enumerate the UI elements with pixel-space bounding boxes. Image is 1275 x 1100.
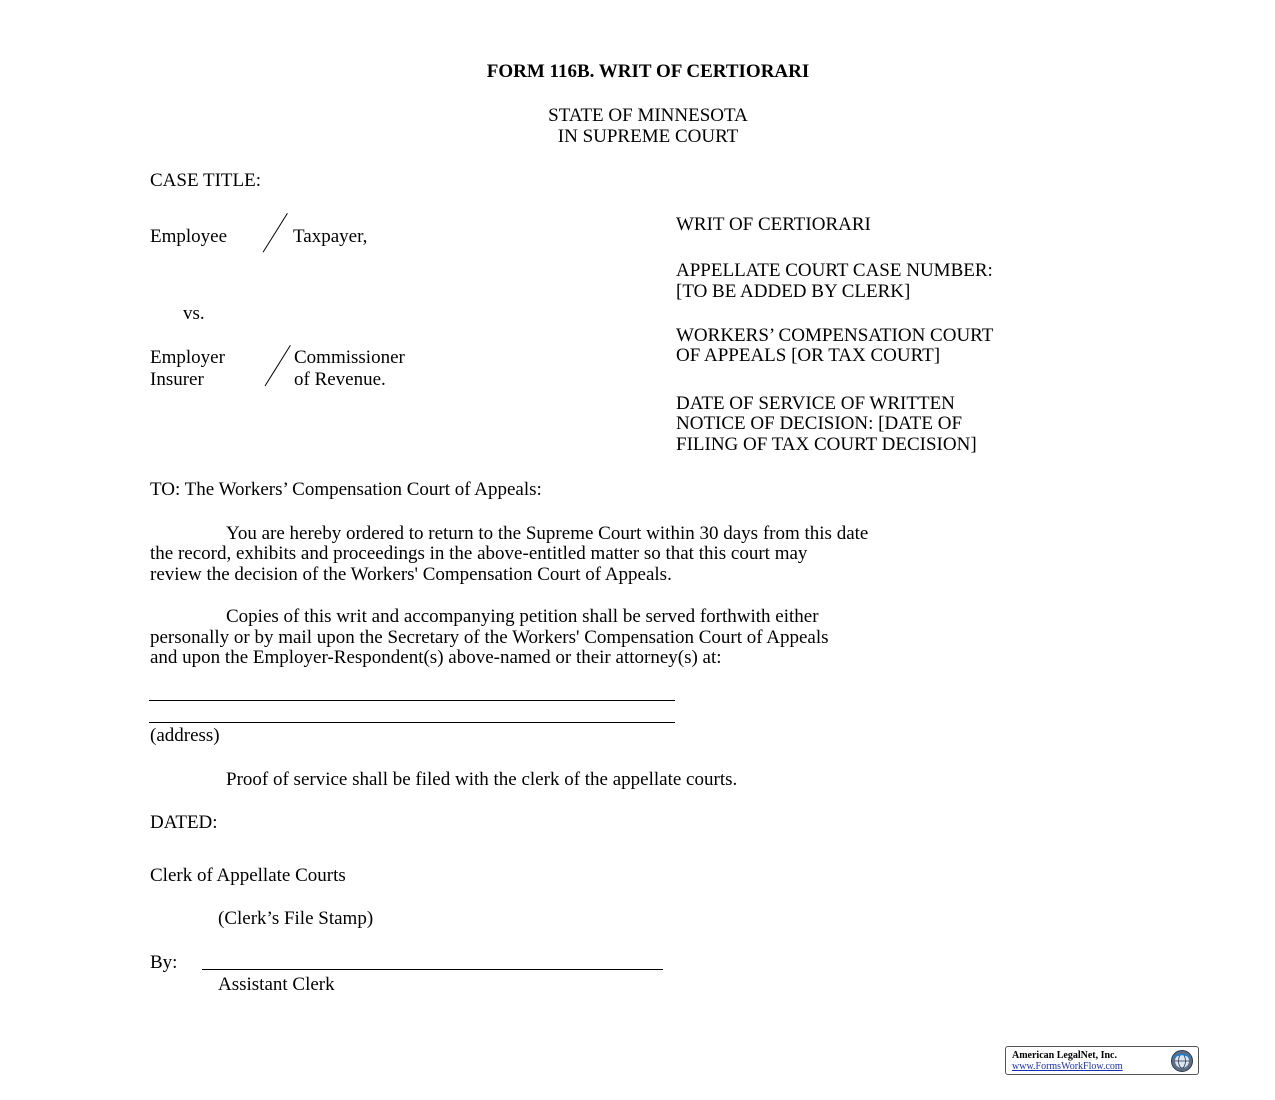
party-of-revenue: of Revenue. [294,369,386,390]
paragraph-2-line-3: and upon the Employer-Respondent(s) above-named or their attorney(s) at: [150,647,722,668]
case-title-label: CASE TITLE: [150,170,262,191]
logo-company-name: American LegalNet, Inc. [1012,1050,1117,1061]
by-label: By: [150,952,178,973]
signature-line [202,969,663,970]
file-stamp-label: (Clerk’s File Stamp) [218,908,374,929]
to-line: TO: The Workers’ Compensation Court of Appeals: [150,479,542,500]
paragraph-1-line-2: the record, exhibits and proceedings in the above-entitled matter so that this court may [150,543,808,564]
versus-label: vs. [183,303,205,324]
writ-label: WRIT OF CERTIORARI [676,214,871,235]
address-label: (address) [150,725,220,746]
paragraph-2-line-1: Copies of this writ and accompanying petition shall be served forthwith either [226,606,819,627]
logo-url-link[interactable]: www.FormsWorkFlow.com [1012,1061,1123,1072]
date-of-service-line3: FILING OF TAX COURT DECISION] [676,434,977,455]
dated-label: DATED: [150,812,218,833]
wcca-label-line1: WORKERS’ COMPENSATION COURT [676,325,994,346]
party-commissioner: Commissioner [294,347,405,368]
assistant-clerk-label: Assistant Clerk [218,974,335,995]
address-line-1 [149,700,675,701]
case-number-placeholder: [TO BE ADDED BY CLERK] [676,281,911,302]
court-heading: IN SUPREME COURT [557,126,739,147]
date-of-service-line1: DATE OF SERVICE OF WRITTEN [676,393,955,414]
party-employee: Employee [150,226,228,247]
party-separator-slash [263,213,288,253]
proof-of-service-line: Proof of service shall be filed with the clerk of the appellate courts. [226,769,738,790]
wcca-label-line2: OF APPEALS [OR TAX COURT] [676,345,941,366]
paragraph-1-line-3: review the decision of the Workers' Compensation Court of Appeals. [150,564,672,585]
form-title: FORM 116B. WRIT OF CERTIORARI [486,61,810,82]
state-heading: STATE OF MINNESOTA [548,105,748,126]
globe-icon [1170,1049,1194,1073]
address-line-2 [149,722,675,723]
party-insurer: Insurer [150,369,204,390]
paragraph-1-line-1: You are hereby ordered to return to the Supreme Court within 30 days from this date [226,523,869,544]
clerk-label: Clerk of Appellate Courts [150,865,346,886]
american-legalnet-logo[interactable] [1005,1046,1199,1075]
date-of-service-line2: NOTICE OF DECISION: [DATE OF [676,413,963,434]
party-taxpayer: Taxpayer, [293,226,368,247]
case-number-label: APPELLATE COURT CASE NUMBER: [676,260,993,281]
paragraph-2-line-2: personally or by mail upon the Secretary of the Workers' Compensation Court of Appeals [150,627,829,648]
party-employer: Employer [150,347,225,368]
party-separator-slash [265,345,291,386]
